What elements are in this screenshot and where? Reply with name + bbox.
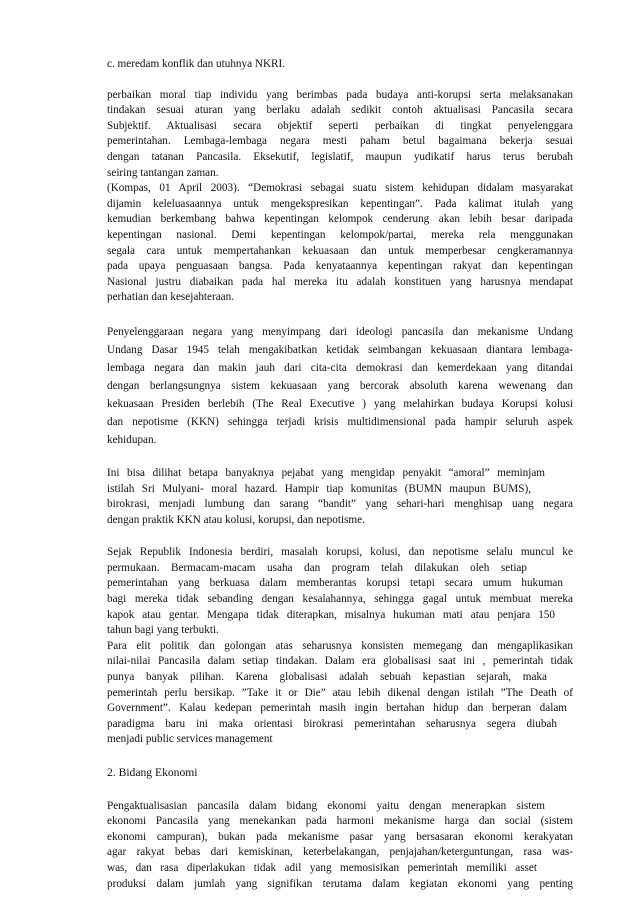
- text-line: ekonomi Pancasila yang menekankan pada harmoni mekanisme harga dan social (sistem: [107, 815, 573, 828]
- paragraph-3: [107, 466, 577, 528]
- text-line: Nasional justru diabaikan pada hal mereka itu adalah konstituen yang harusnya mendapat: [107, 275, 573, 288]
- list-item-c: c. meredam konflik dan utuhnya NKRI.: [107, 58, 286, 70]
- text-line: was, dan rasa diperlakukan tidak adil yang memosisikan pemerintah memiliki asset: [107, 861, 537, 874]
- text-line: pemerintah perlu bersikap. ”Take it or Die” atau lebih dikenal dengan istilah ”The Death of: [107, 686, 573, 699]
- text-line: (Kompas, 01 April 2003). “Demokrasi sebagai suatu sistem kehidupan didalam masyarakat: [107, 182, 573, 195]
- text-line: agar rakyat bebas dari kemiskinan, keterbelakangan, penjajahan/keterguntungan, rasa was-: [107, 846, 573, 859]
- text-line: kekuasaan Presiden berlebih (The Real Executive ) yang melahirkan budaya Korupsi kolusi: [107, 397, 573, 410]
- text-line: punya banyak pilihan. Karena globalisasi adalah sebuah kepastian sejarah, maka: [107, 671, 547, 684]
- text-line: bagi mereka tidak sebanding dengan kesalahannya, sehingga gagal untuk membuat mereka: [107, 593, 573, 606]
- paragraph-1: [107, 88, 577, 306]
- paragraph-4: [107, 545, 577, 748]
- paragraph-2: [107, 323, 577, 449]
- text-line: Government”. Kalau kedepan pemerintah masih ingin bertahan hidup dan berperan dalam: [107, 702, 567, 715]
- text-line: paradigma baru ini maka orientasi birokrasi pemerintahan seharusnya segera diubah: [107, 717, 557, 730]
- text-line: dengan berlangsungnya sistem kekuasaan yang bercorak absoluth karena wewenang dan: [107, 379, 573, 392]
- text-line: pada upaya penguasaan bangsa. Pada kenyataannya kepentingan rakyat dan kepentingan: [107, 260, 573, 273]
- text-line: Undang Dasar 1945 telah mengakibatkan ketidak seimbangan kekuasaan diantara lembaga-: [107, 343, 573, 356]
- text-line: Para elit politik dan golongan atas seharusnya konsisten memegang dan mengaplikasikan: [107, 639, 573, 652]
- text-line: pemerintahan. Lembaga-lembaga negara mesti paham betul bagaimana bekerja sesuai: [107, 135, 573, 148]
- paragraph-5: [107, 799, 577, 893]
- text-line: dengan tatanan Pancasila. Eksekutif, legislatif, maupun yudikatif harus terus berubah: [107, 150, 573, 163]
- text-line: Sejak Republik Indonesia berdiri, masalah korupsi, kolusi, dan nepotisme selalu muncul ke: [107, 546, 573, 559]
- text-line: kemudian berkembang bahwa kepentingan kelompok cenderung akan lebih besar daripada: [107, 213, 573, 226]
- text-line: dijamin keleluasaannya untuk mengekspresikan kepentingan”. Pada kalimat itulah yang: [107, 197, 573, 210]
- text-line: Subjektif. Aktualisasi secara objektif seperti perbaikan di tingkat penyelenggara: [107, 119, 573, 132]
- section-heading: 2. Bidang Ekonomi: [107, 766, 198, 779]
- text-line: segala cara untuk mempertahankan kekuasaan dan untuk memperbesar cengkeramannya: [107, 244, 573, 257]
- text-line: seiring tantangan zaman.: [107, 166, 219, 179]
- text-line: birokrasi, menjadi lumbung dan sarang “bandit” yang sehari-hari menghisap uang negara: [107, 498, 573, 511]
- text-line: kepentingan nasional. Demi kepentingan kelompok/partai, mereka rela menggunakan: [107, 228, 573, 241]
- text-line: dengan praktik KKN atau kolusi, korupsi, dan nepotisme.: [107, 513, 365, 526]
- text-line: nilai-nilai Pancasila dalam setiap tindakan. Dalam era globalisasi saat ini , pemerintah tidak: [107, 655, 573, 668]
- text-line: perbaikan moral tiap individu yang berimbas pada budaya anti-korupsi serta melaksanakan: [107, 88, 573, 101]
- text-line: tahun bagi yang terbukti.: [107, 624, 219, 637]
- text-line: ekonomi campuran), bukan pada mekanisme pasar yang bersasaran ekonomi kerakyatan: [107, 830, 573, 843]
- text-line: permukaan. Bermacam-macam usaha dan program telah dilakukan oleh setiap: [107, 561, 527, 574]
- text-line: menjadi public services management: [107, 733, 273, 746]
- text-line: Pengaktualisasian pancasila dalam bidang ekonomi yaitu dengan menerapkan sistem: [107, 799, 545, 812]
- text-line: lembaga negara dan makin jauh dari cita-cita demokrasi dan kemerdekaan yang ditandai: [107, 361, 573, 374]
- text-line: pemerintahan yang berkuasa dalam memberantas korupsi tetapi secara umum hukuman: [107, 577, 563, 590]
- text-line: kapok atau gentar. Mengapa tidak diterapkan, misalnya hukuman mati atau penjara 150: [107, 608, 555, 621]
- text-line: Ini bisa dilihat betapa banyaknya pejabat yang mengidap penyakit “amoral” meminjam: [107, 466, 545, 479]
- text-line: dan nepotisme (KKN) sehingga terjadi krisis multidimensional pada hampir seluruh aspek: [107, 415, 573, 428]
- text-line: istilah Sri Mulyani- moral hazard. Hampir tiap komunitas (BUMN maupun BUMS),: [107, 482, 531, 495]
- text-line: produksi dalam jumlah yang signifikan terutama dalam kegiatan ekonomi yang penting: [107, 877, 573, 890]
- text-line: perhatian dan kesejahteraan.: [107, 291, 235, 304]
- text-line: tindakan sesuai aturan yang berlaku adalah sedikit contoh aktualisasi Pancasila secara: [107, 104, 573, 117]
- document-page: [107, 57, 577, 892]
- text-line: Penyelenggaraan negara yang menyimpang dari ideologi pancasila dan mekanisme Undang: [107, 325, 573, 338]
- text-line: kehidupan.: [107, 433, 157, 446]
